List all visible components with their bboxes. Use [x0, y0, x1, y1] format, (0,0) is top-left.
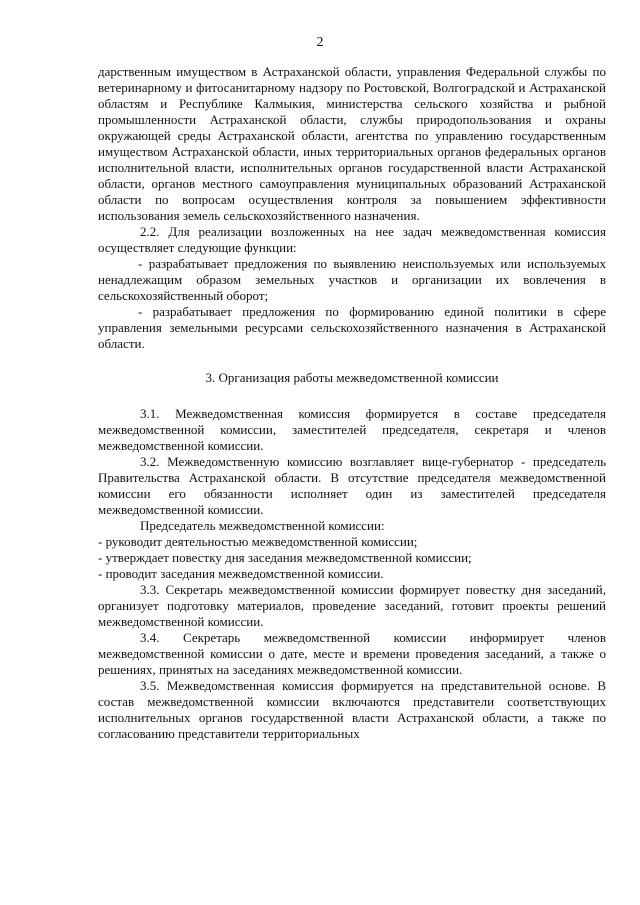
paragraph-3-5: 3.5. Межведомственная комиссия формируется на представительной основе. В состав межведомственной комиссии включаются представители соответствующих исполнительных органов государственной власти Астраханской области, а также по согласованию представители территориальных	[98, 678, 606, 741]
paragraph-3-3: 3.3. Секретарь межведомственной комиссии формирует повестку дня заседаний, организует подготовку материалов, проведение заседаний, готовит проекты решений межведомственной комиссии.	[98, 582, 606, 629]
paragraph-2-2: 2.2. Для реализации возложенных на нее задач межведомственная комиссия осуществляет следующие функции:	[98, 224, 606, 255]
chair-item-2: - утверждает повестку дня заседания межведомственной комиссии;	[98, 550, 472, 565]
paragraph-3-4: 3.4. Секретарь межведомственной комиссии информирует членов межведомственной комиссии о дате, месте и времени проведения заседаний, а также о решениях, принятых на заседаниях межведомственной комиссии.	[98, 630, 606, 677]
chair-item-1: - руководит деятельностью межведомственной комиссии;	[98, 534, 418, 549]
paragraph-2-2-item-1: - разрабатывает предложения по выявлению неиспользуемых или используемых ненадлежащим образом земельных участков и организации их вовлечения в сельскохозяйственный оборот;	[98, 256, 606, 303]
page-number: 2	[316, 35, 324, 50]
intro-paragraph: дарственным имуществом в Астраханской области, управления Федеральной службы по ветеринарному и фитосанитарному надзору по Ростовской, Волгоградской и Астраханской областям и Республике Калмыкия, министерства сельского хозяйства и рыбной промышленности Астраханской области, службы природопользования и охраны окружающей среды Астраханской области, агентства по управлению государственным имуществом Астраханской области, иных территориальных органов федеральных органов исполнительной власти, исполнительных органов государственной власти Астраханской области, органов местного самоуправления муниципальных образований Астраханской области по вопросам осуществления контроля за повышением эффективности использования земель сельскохозяйственного назначения.	[98, 64, 606, 223]
paragraph-3-1: 3.1. Межведомственная комиссия формируется в составе председателя межведомственной комиссии, заместителей председателя, секретаря и членов межведомственной комиссии.	[98, 406, 606, 453]
paragraph-3-2: 3.2. Межведомственную комиссию возглавляет вице-губернатор - председатель Правительства Астраханской области. В отсутствие председателя межведомственной комиссии его обязанности исполняет один из заместителей председателя межведомственной комиссии.	[98, 454, 606, 517]
document-body	[98, 64, 606, 742]
chair-item-3: - проводит заседания межведомственной комиссии.	[98, 566, 384, 581]
chair-intro: Председатель межведомственной комиссии:	[140, 518, 385, 533]
section-3-heading: 3. Организация работы межведомственной комиссии	[205, 370, 499, 385]
paragraph-2-2-item-2: - разрабатывает предложения по формированию единой политики в сфере управления земельными ресурсами сельскохозяйственного назначения в Астраханской области.	[98, 304, 606, 351]
